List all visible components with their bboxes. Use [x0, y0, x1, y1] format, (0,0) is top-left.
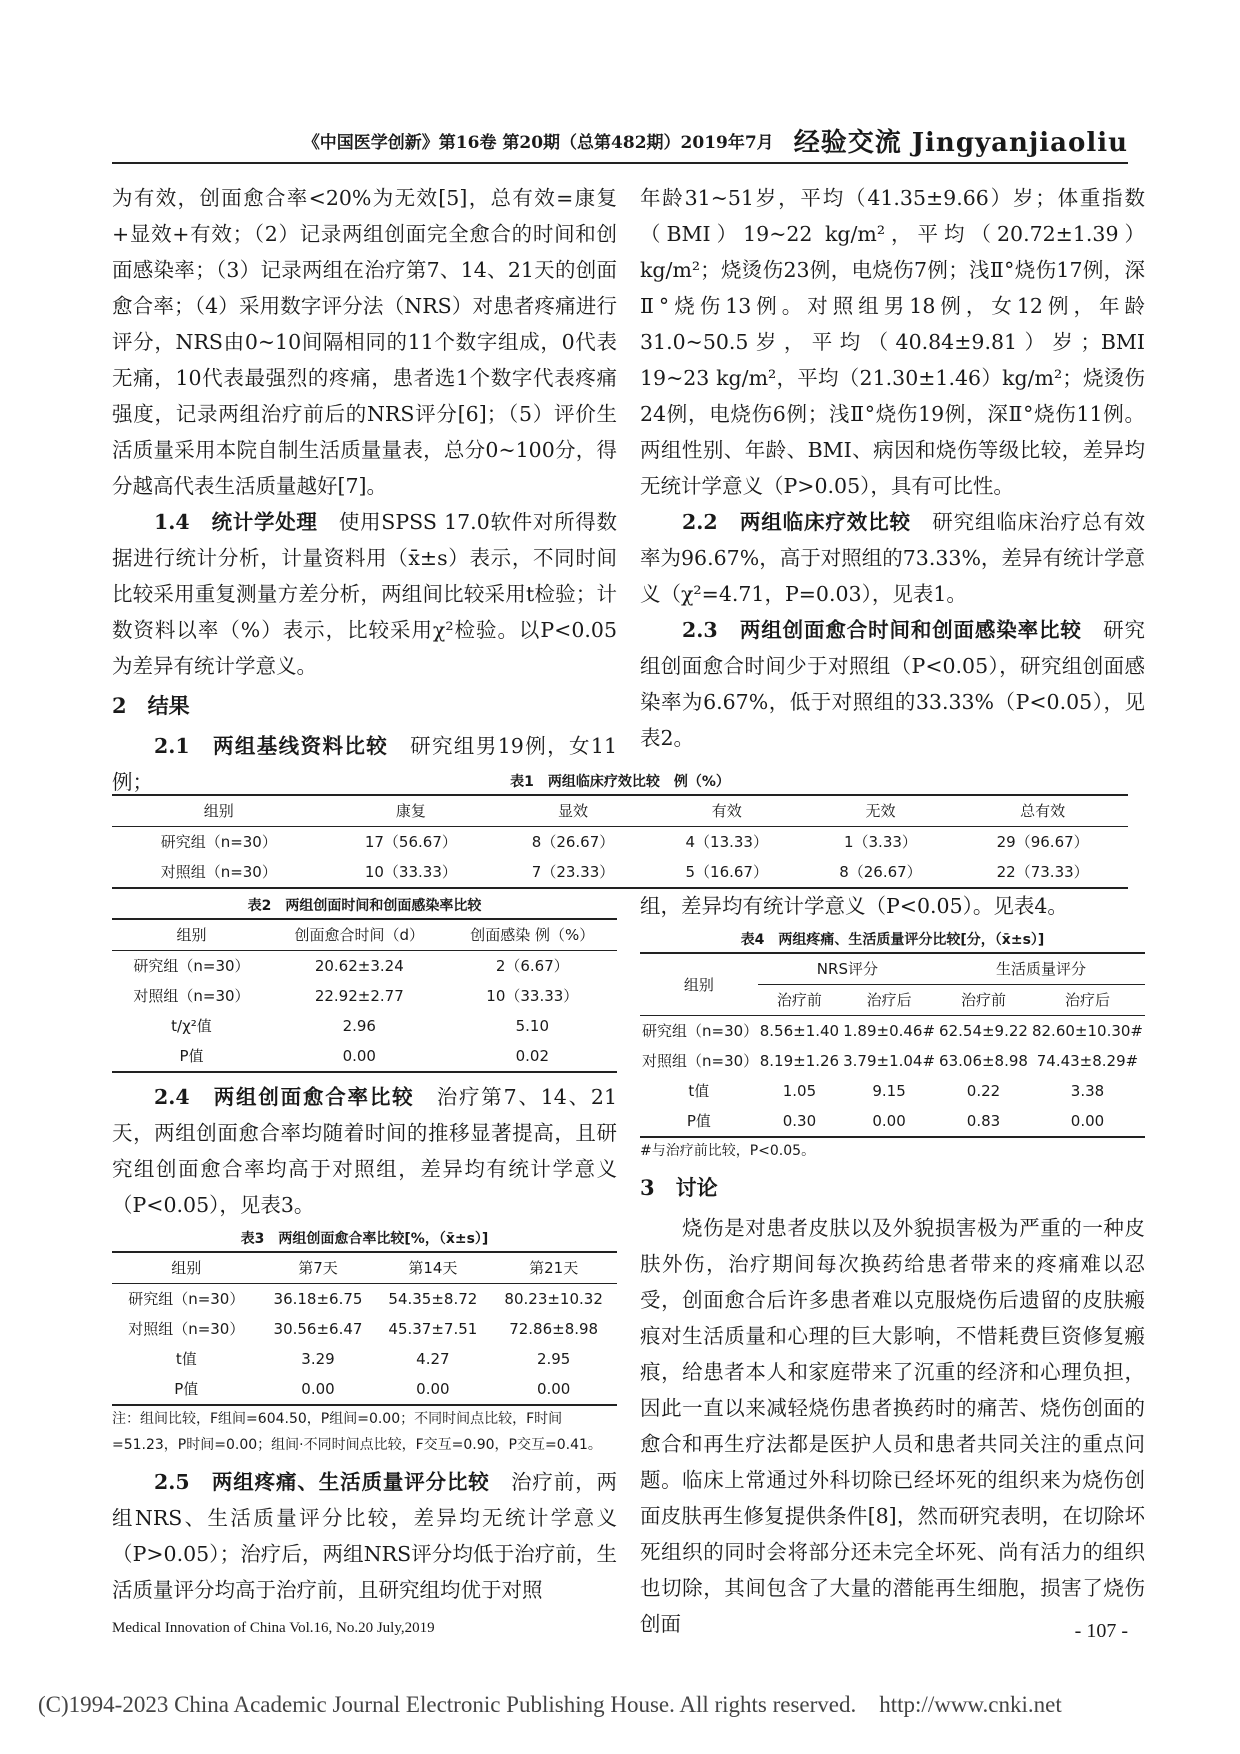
- table-cell: 2.96: [342, 1017, 376, 1035]
- header-cell: NRS评分: [758, 953, 937, 985]
- section-heading-results: 2 结果: [112, 693, 190, 718]
- table-cell: t值: [688, 1082, 710, 1100]
- paragraph: 组，差异均有统计学意义（P<0.05）。见表4。: [640, 894, 1068, 918]
- right-column: [640, 180, 1145, 756]
- paragraph-text: 治疗第7、14、21天，两组创面愈合率均随着时间的推移显著提高，且研究组创面愈合率均高于对照组，差异均有统计学意义（P<0.05），见表3。: [112, 1085, 617, 1217]
- subsection-title: 2.3 两组创面愈合时间和创面感染率比较: [682, 618, 1082, 642]
- page-footer: [112, 1620, 1128, 1643]
- table-row: [112, 951, 617, 982]
- table-2: [112, 894, 617, 1073]
- table-cell: 10（33.33）: [486, 987, 579, 1005]
- table-caption: 表2 两组创面时间和创面感染率比较: [247, 898, 482, 914]
- table-cell: 4.27: [416, 1350, 450, 1368]
- table-cell: 29（96.67）: [996, 833, 1089, 851]
- table-row: [112, 1374, 617, 1405]
- subsection-title: 2.5 两组疼痛、生活质量评分比较: [154, 1470, 490, 1494]
- table-row: [640, 1106, 1145, 1137]
- paragraph-text: 治疗前，两组NRS、生活质量评分比较，差异均无统计学意义（P>0.05）；治疗后，两组NRS评分均低于治疗前，生活质量评分均高于治疗前，且研究组均优于对照: [112, 1470, 618, 1602]
- subsection-title: 2.1 两组基线资料比较: [154, 734, 389, 758]
- table-cell: 0.00: [342, 1047, 376, 1065]
- table-cell: 3.29: [301, 1350, 335, 1368]
- footer-journal: Medical Innovation of China Vol.16, No.20 July,2019: [112, 1620, 435, 1636]
- table-cell: 0.00: [416, 1380, 450, 1398]
- table-cell: 研究组（n=30）: [133, 957, 250, 975]
- table-3: [112, 1227, 617, 1458]
- table-cell: 1（3.33）: [843, 833, 917, 851]
- page-number: - 107 -: [1074, 1620, 1128, 1642]
- table-cell: 4（13.33）: [685, 833, 768, 851]
- header-cell: 第7天: [298, 1259, 338, 1277]
- journal-info: 《中国医学创新》第16卷 第20期（总第482期）2019年7月: [302, 132, 774, 153]
- table-cell: 0.02: [515, 1047, 549, 1065]
- table-cell: t值: [175, 1350, 197, 1368]
- paragraph: 年龄31~51岁，平均（41.35±9.66）岁；体重指数（BMI）19~22 kg/m²，平均（20.72±1.39）kg/m²；烧烫伤23例，电烧伤7例；浅Ⅱ°烧伤17例，深Ⅱ°烧伤13例。对照组男18例，女12例，年龄31.0~50.5岁，平均（40.84±9.81）岁；BMI 19~23 kg/m²，平均（21.30±1.46）kg/m²；烧烫伤24例，电烧伤6例；浅Ⅱ°烧伤19例，深Ⅱ°烧伤11例。两组性别、年龄、BMI、病因和烧伤等级比较，差异均无统计学意义（P>0.05），具有可比性。: [640, 186, 1145, 498]
- header-cell: 组别: [171, 1259, 202, 1277]
- table-row: [112, 1344, 617, 1374]
- table-cell: 82.60±10.30#: [1031, 1022, 1143, 1040]
- table-row: [112, 1041, 617, 1072]
- table-caption: 表4 两组疼痛、生活质量评分比较[分，（x̄±s）]: [740, 932, 1045, 948]
- table-cell: 7（23.33）: [531, 863, 615, 881]
- table-cell: P值: [174, 1380, 199, 1398]
- table-cell: 22（73.33）: [996, 863, 1089, 881]
- table-cell: 0.00: [1070, 1112, 1105, 1130]
- table-cell: 0.00: [301, 1380, 335, 1398]
- header-cell: 治疗前: [961, 991, 1007, 1009]
- table-cell: 5.10: [515, 1017, 549, 1035]
- header-cell: 治疗后: [866, 991, 912, 1009]
- left-column: [112, 180, 617, 800]
- table-cell: 45.37±7.51: [388, 1320, 478, 1338]
- table-cell: 对照组（n=30）: [133, 987, 250, 1005]
- table-cell: 80.23±10.32: [504, 1290, 603, 1308]
- table-caption: 表1 两组临床疗效比较 例（%）: [510, 774, 730, 790]
- table-cell: 8.19±1.26: [759, 1052, 840, 1070]
- table-cell: 74.43±8.29#: [1036, 1052, 1139, 1070]
- running-header: [112, 118, 1128, 164]
- paragraph-text: 使用SPSS 17.0软件对所得数据进行统计分析，计量资料用（x̄±s）表示，不同时间比较采用重复测量方差分析，两组间比较采用t检验；计数资料以率（%）表示，比较采用χ²检验。以P<0.05为差异有统计学意义。: [112, 510, 618, 678]
- table-cell: P值: [686, 1112, 711, 1130]
- table-row: [112, 981, 617, 1011]
- table-cell: 3.79±1.04#: [843, 1052, 936, 1070]
- subsection-title: 1.4 统计学处理: [154, 510, 318, 534]
- table-cell: 0.30: [782, 1112, 817, 1130]
- table-note: #与治疗前比较，P<0.05。: [640, 1143, 816, 1159]
- table-header-row: [112, 1252, 617, 1284]
- subsection-title: 2.2 两组临床疗效比较: [682, 510, 911, 534]
- table-row: [112, 1314, 617, 1344]
- paragraph-text: 研究组临床治疗总有效率为96.67%，高于对照组的73.33%，差异有统计学意义（χ²=4.71，P=0.03），见表1。: [640, 510, 1146, 606]
- table-cell: 3.38: [1070, 1082, 1105, 1100]
- paragraph-2-5: [112, 1464, 617, 1608]
- header-cell: 显效: [558, 802, 589, 820]
- paragraph-text: 研究组创面愈合时间少于对照组（P<0.05），研究组创面感染率为6.67%，低于对照组的33.33%（P<0.05），见表2。: [640, 618, 1146, 750]
- table-cell: 研究组（n=30）: [128, 1290, 245, 1308]
- header-cell: 治疗前: [776, 991, 822, 1009]
- subsection-title: 2.4 两组创面愈合率比较: [154, 1085, 415, 1109]
- table-cell: 20.62±3.24: [314, 957, 404, 975]
- table-row: [640, 1046, 1145, 1076]
- table-cell: 62.54±9.22: [939, 1022, 1028, 1040]
- table-row: [112, 857, 1128, 888]
- table-cell: 对照组（n=30）: [160, 863, 277, 881]
- paragraph-2-3: [640, 612, 1145, 756]
- table-cell: 1.05: [782, 1082, 817, 1100]
- table-cell: 研究组（n=30）: [642, 1022, 759, 1040]
- paragraph: 为有效，创面愈合率<20%为无效[5]，总有效=康复+显效+有效；（2）记录两组创面完全愈合的时间和创面感染率；（3）记录两组在治疗第7、14、21天的创面愈合率；（4）采用数字评分法（NRS）对患者疼痛进行评分，NRS由0~10间隔相同的11个数字组成，0代表无痛，10代表最强烈的疼痛，患者选1个数字代表疼痛强度，记录两组治疗前后的NRS评分[6]；（5）评价生活质量采用本院自制生活质量量表，总分0~100分，得分越高代表生活质量越好[7]。: [112, 186, 617, 498]
- header-cell: 康复: [395, 802, 426, 820]
- copyright-line: (C)1994-2023 China Academic Journal Electronic Publishing House. All rights reserved. http://www.cnki.net: [38, 1692, 1062, 1717]
- table-cell: 8.56±1.40: [759, 1022, 840, 1040]
- table-cell: 1.89±0.46#: [843, 1022, 936, 1040]
- table-cell: 9.15: [872, 1082, 906, 1100]
- table-header-row: [640, 953, 1145, 985]
- right-column-lower: [640, 888, 1145, 1642]
- table-cell: 10（33.33）: [364, 863, 457, 881]
- table-row: [112, 1011, 617, 1041]
- table-row: [640, 1016, 1145, 1047]
- paragraph-text: 研究组男19例，女11例；: [112, 734, 618, 794]
- paragraph-1-4: [112, 504, 617, 684]
- table-header-row: [112, 795, 1128, 827]
- table-cell: 72.86±8.98: [509, 1320, 599, 1338]
- table-header-row: [112, 919, 617, 951]
- table-cell: P值: [179, 1047, 204, 1065]
- table-4: [640, 928, 1145, 1164]
- table-cell: 30.56±6.47: [273, 1320, 363, 1338]
- table-row: [640, 1076, 1145, 1106]
- table-cell: 8（26.67）: [531, 833, 615, 851]
- section-title: 经验交流 Jingyanjiaoliu: [793, 127, 1128, 158]
- table-caption: 表3 两组创面愈合率比较[%，（x̄±s）]: [240, 1231, 489, 1247]
- table-cell: 2.95: [536, 1350, 571, 1368]
- table-cell: 5（16.67）: [685, 863, 768, 881]
- header-cell: 治疗后: [1064, 991, 1110, 1009]
- table-cell: 对照组（n=30）: [642, 1052, 759, 1070]
- table-cell: 22.92±2.77: [314, 987, 404, 1005]
- table-cell: 0.00: [872, 1112, 906, 1130]
- table-1: [112, 770, 1128, 889]
- table-cell: 63.06±8.98: [939, 1052, 1028, 1070]
- header-cell: 无效: [865, 802, 896, 820]
- header-cell: 有效: [711, 802, 742, 820]
- table-cell: 研究组（n=30）: [160, 833, 277, 851]
- left-column-lower: [112, 890, 617, 1608]
- paragraph: 烧伤是对患者皮肤以及外貌损害极为严重的一种皮肤外伤，治疗期间每次换药给患者带来的疼痛难以忍受，创面愈合后许多患者难以克服烧伤后遗留的皮肤瘢痕对生活质量和心理的巨大影响，不惜耗费巨资修复瘢痕，给患者本人和家庭带来了沉重的经济和心理负担，因此一直以来减轻烧伤患者换药时的痛苦、烧伤创面的愈合和再生疗法都是医护人员和患者共同关注的重点问题。临床上常通过外科切除已经坏死的组织来为烧伤创面皮肤再生修复提供条件[8]，然而研究表明，在切除坏死组织的同时会将部分还未完全坏死、尚有活力的组织也切除，其间包含了大量的潜能再生细胞，损害了烧伤创面: [640, 1216, 1145, 1636]
- table-cell: 0.00: [536, 1380, 571, 1398]
- table-cell: 0.83: [966, 1112, 1001, 1130]
- table-cell: 54.35±8.72: [388, 1290, 478, 1308]
- table-cell: 0.22: [966, 1082, 1001, 1100]
- table-cell: 8（26.67）: [839, 863, 922, 881]
- header-cell: 总有效: [1020, 802, 1066, 820]
- header-cell: 创面感染 例（%）: [470, 926, 595, 944]
- header-cell: 组别: [176, 926, 207, 944]
- header-cell: 生活质量评分: [937, 953, 1145, 985]
- header-cell: 第14天: [408, 1259, 458, 1277]
- section-heading-discussion: 3 讨论: [640, 1175, 718, 1200]
- header-cell: 第21天: [529, 1259, 579, 1277]
- paragraph-2-4: [112, 1079, 617, 1223]
- table-cell: 17（56.67）: [364, 833, 457, 851]
- header-cell: 组别: [203, 802, 234, 820]
- table-cell: t/χ²值: [171, 1017, 212, 1035]
- header-cell: 组别: [640, 953, 758, 1016]
- paragraph-2-2: [640, 504, 1145, 612]
- table-row: [112, 1284, 617, 1315]
- table-note: 注：组间比较，F组间=604.50，P组间=0.00；不同时间点比较，F时间=51.23，P时间=0.00；组间·不同时间点比较，F交互=0.90，P交互=0.41。: [112, 1411, 602, 1453]
- table-cell: 对照组（n=30）: [128, 1320, 245, 1338]
- table-row: [112, 827, 1128, 858]
- table-cell: 2（6.67）: [495, 957, 569, 975]
- header-cell: 创面愈合时间（d）: [294, 926, 425, 944]
- table-cell: 36.18±6.75: [273, 1290, 363, 1308]
